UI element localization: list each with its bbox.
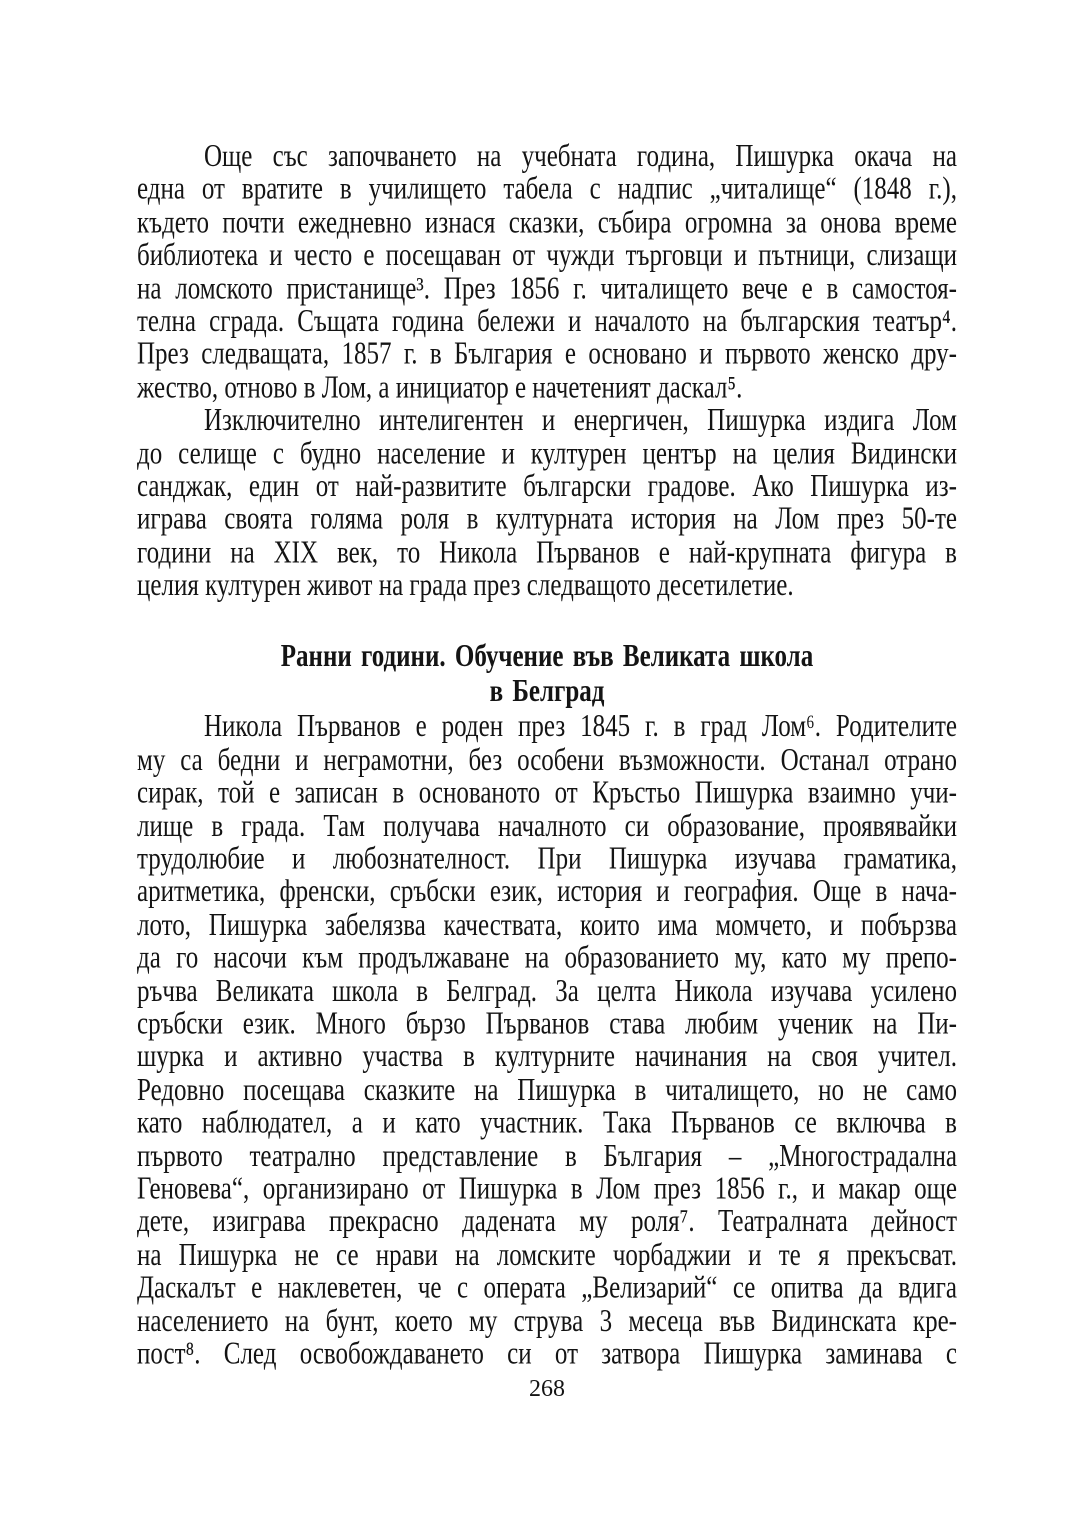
paragraph-1	[137, 141, 957, 405]
text-line: години на XIX век, то Никола Първанов е най-крупната фигура в	[137, 535, 957, 570]
text-line: дете, изиграва прекрасно дадената му роля⁷. Театралната дейност	[137, 1205, 957, 1239]
text-line: лище в града. Там получава началното си образование, проявявайки	[137, 809, 957, 843]
text-column	[137, 141, 957, 1372]
text-line: като наблюдател, а и като участник. Така Първанов се включва в	[137, 1106, 957, 1140]
text-line: лото, Пишурка забелязва качествата, които има момчето, и побързва	[137, 908, 957, 942]
text-line: сирак, той е записан в основаното от Кръстьо Пишурка взаимно учи-	[137, 776, 957, 810]
section-heading	[137, 639, 957, 711]
text-line: целия културен живот на града през следващото десетилетие.	[137, 568, 794, 603]
text-line: През следващата, 1857 г. в България е основано и първото женско дру-	[137, 337, 957, 372]
page-number: 268	[529, 1376, 565, 1402]
text-line: Редовно посещава сказките на Пишурка в читалището, но не само	[137, 1073, 957, 1107]
text-line: на Пишурка не се нрави на ломските чорбаджии и те я прекъсват.	[137, 1238, 957, 1272]
text-line: Още със започването на учебната година, Пишурка окача на	[204, 139, 957, 174]
section-heading-line-1: Ранни години. Обучение във Великата школа	[280, 639, 814, 674]
text-line: една от вратите в училището табела с надпис „читалище“ (1848 г.),	[137, 172, 957, 207]
text-line: аритметика, френски, сръбски език, история и география. Още в нача-	[137, 875, 957, 909]
text-line: библиотека и често е посещаван от чужди търговци и пътници, слизащи	[137, 238, 957, 273]
text-line: жество, отново в Лом, а инициатор е начетеният даскал⁵.	[137, 370, 743, 405]
text-line: Геновева“, организирано от Пишурка в Лом през 1856 г., и макар още	[137, 1172, 957, 1206]
text-line: ръчва Великата школа в Белград. За целта Никола изучава усилено	[137, 974, 957, 1008]
text-line: Изключително интелигентен и енергичен, Пишурка издига Лом	[204, 403, 957, 438]
text-line: където почти ежедневно изнася сказки, събира огромна за онова време	[137, 205, 957, 240]
paragraph-3	[137, 711, 957, 1371]
section-heading-line-2: в Белград	[489, 675, 605, 710]
text-line: първото театрално представление в България – „Многострадална	[137, 1139, 957, 1173]
text-line: пост⁸. След освобождаването си от затвора Пишурка заминава с	[137, 1337, 957, 1371]
paragraph-2	[137, 405, 957, 603]
text-line: играва своята голяма роля в културната история на Лом през 50-те	[137, 502, 957, 537]
text-line: на ломското пристанище³. През 1856 г. читалището вече е в самостоя-	[137, 271, 957, 306]
text-line: Никола Първанов е роден през 1845 г. в град Лом⁶. Родителите	[204, 710, 957, 744]
text-line: да го насочи към продължаване на образованието му, като му препо-	[137, 941, 957, 975]
text-line: до селище с будно население и културен център на целия Видински	[137, 436, 957, 471]
text-line: трудолюбие и любознателност. При Пишурка изучава граматика,	[137, 842, 957, 876]
text-line: сръбски език. Много бързо Първанов става любим ученик на Пи-	[137, 1007, 957, 1041]
text-line: му са бедни и неграмотни, без особени възможности. Останал отрано	[137, 743, 957, 777]
text-line: населението на бунт, което му струва 3 месеца във Видинската кре-	[137, 1304, 957, 1338]
text-line: телна сграда. Същата година бележи и началото на българския театър⁴.	[137, 304, 957, 339]
text-line: Даскалът е наклеветен, че с операта „Велизарий“ се опитва да вдига	[137, 1271, 957, 1305]
text-line: шурка и активно участва в културните начинания на своя учител.	[137, 1040, 957, 1074]
text-line: санджак, един от най-развитите български градове. Ако Пишурка из-	[137, 469, 957, 504]
